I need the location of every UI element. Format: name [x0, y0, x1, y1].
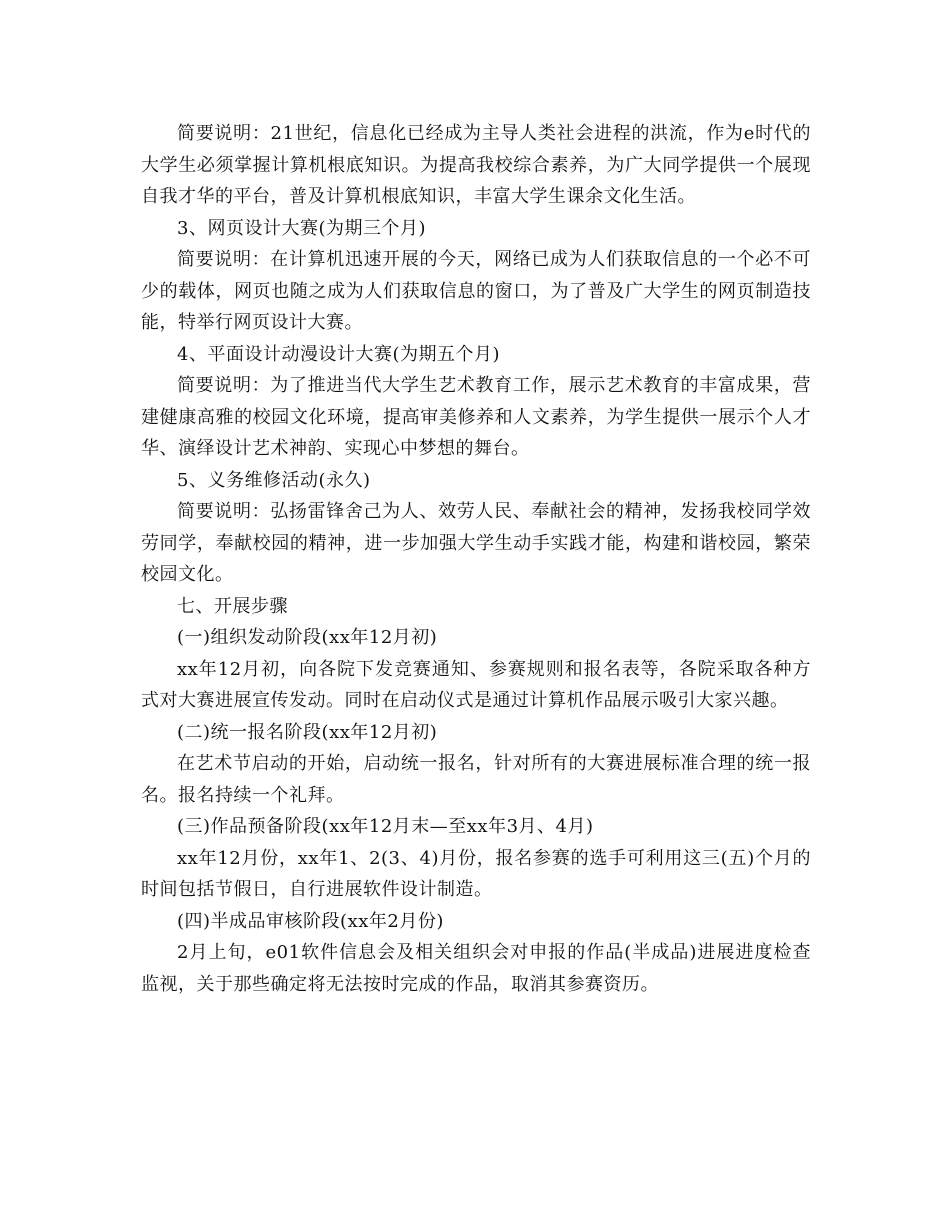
- heading-volunteer-repair: 5、义务维修活动(永久): [177, 469, 371, 491]
- heading-stage-3: (三)作品预备阶段(xx年12月末—至xx年3月、4月): [177, 816, 594, 837]
- paragraph-volunteer-repair-summary: 简要说明：弘扬雷锋舍己为人、效劳人民、奉献社会的精神，发扬我校同学效劳同学，奉献校园的精神，进一步加强大学生动手实践才能，构建和谐校园，繁荣校园文化。: [141, 501, 811, 585]
- heading-steps: 七、开展步骤: [177, 595, 288, 617]
- paragraph-stage-3: xx年12月份，xx年1、2(3、4)月份，报名参赛的选手可利用这三(五)个月的时间包括节假日，自行进展软件设计制造。: [141, 847, 811, 900]
- heading-graphic-animation-contest: 4、平面设计动漫设计大赛(为期五个月): [177, 343, 500, 365]
- heading-stage-4: (四)半成品审核阶段(xx年2月份): [177, 910, 444, 932]
- paragraph-stage-4: 2月上旬，e01软件信息会及相关组织会对申报的作品(半成品)进展进度检查监视，关于那些确定将无法按时完成的作品，取消其参赛资历。: [141, 942, 811, 995]
- paragraph-stage-2: 在艺术节启动的开始，启动统一报名，针对所有的大赛进展标准合理的统一报名。报名持续一个礼拜。: [141, 753, 811, 806]
- paragraph-web-design-summary: 简要说明：在计算机迅速开展的今天，网络已成为人们获取信息的一个必不可少的载体，网页也随之成为人们获取信息的窗口，为了普及广大学生的网页制造技能，特举行网页设计大赛。: [141, 249, 811, 333]
- heading-web-design-contest: 3、网页设计大赛(为期三个月): [177, 217, 426, 239]
- heading-stage-1: (一)组织发动阶段(xx年12月初): [177, 627, 438, 648]
- paragraph-graphic-animation-summary: 简要说明：为了推进当代大学生艺术教育工作，展示艺术教育的丰富成果，营建健康高雅的校园文化环境，提高审美修养和人文素养，为学生提供一展示个人才华、演绎设计艺术神韵、实现心中梦想的舞台。: [141, 375, 811, 459]
- heading-stage-2: (二)统一报名阶段(xx年12月初): [177, 721, 438, 743]
- paragraph-intro-summary: 简要说明：21世纪，信息化已经成为主导人类社会进程的洪流，作为e时代的大学生必须掌握计算机根底知识。为提高我校综合素养，为广大同学提供一个展现自我才华的平台，普及计算机根底知识，丰富大学生课余文化生活。: [141, 123, 811, 207]
- document-page: [141, 118, 811, 1000]
- paragraph-stage-1: xx年12月初，向各院下发竞赛通知、参赛规则和报名表等，各院采取各种方式对大赛进展宣传发动。同时在启动仪式是通过计算机作品展示吸引大家兴趣。: [141, 658, 811, 711]
